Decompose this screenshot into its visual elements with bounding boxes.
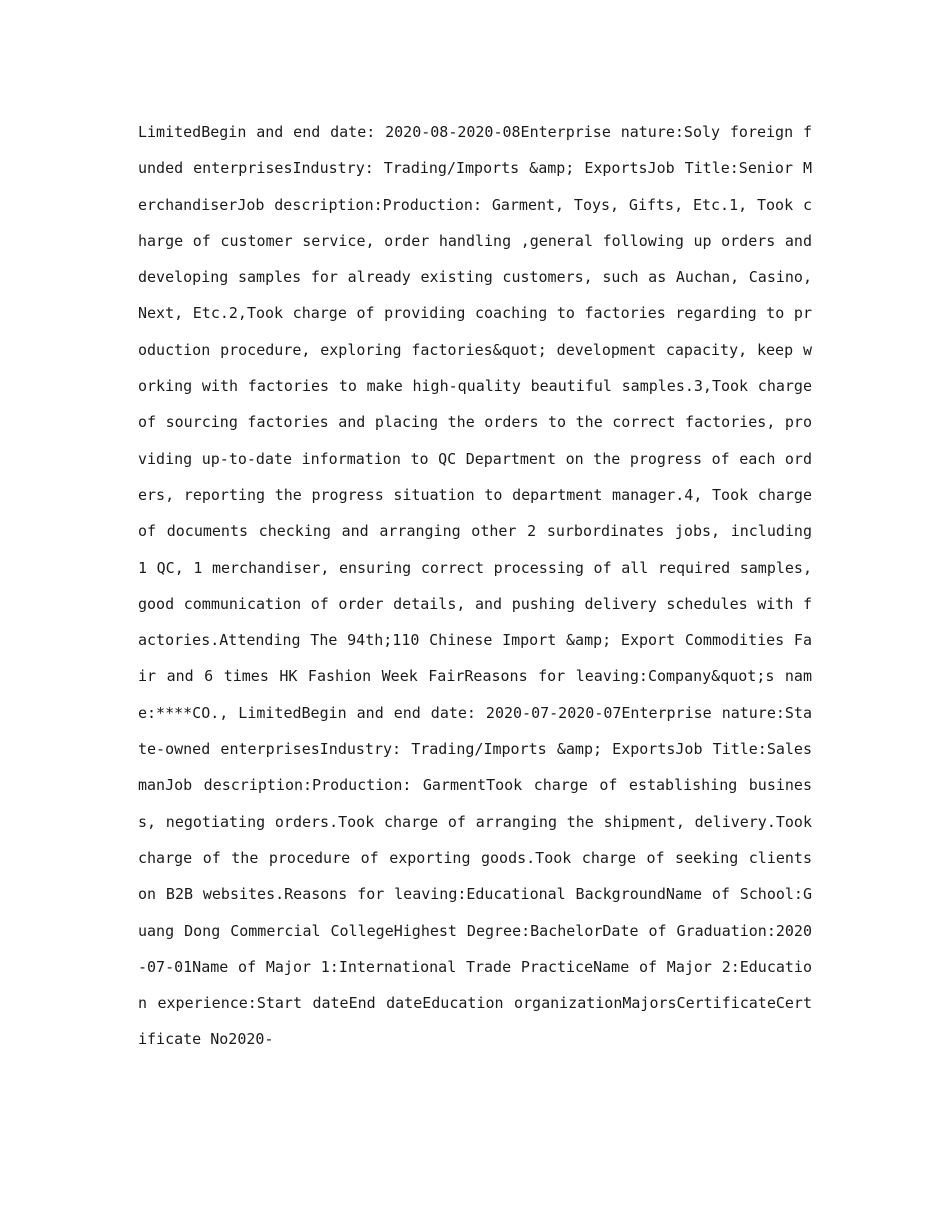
body-paragraph: LimitedBegin and end date: 2020-08-2020-08Enterprise nature:Soly foreign funded enterprisesIndustry: Trading/Imports &amp; ExportsJob Title:Senior MerchandiserJob description:Production: Garment, Toys, Gifts, Etc.1, Took charge of customer service, order handling ,general following up orders and developing samples for already existing customers, such as Auchan, Casino, Next, Etc.2,Took charge of providing coaching to factories regarding to production procedure, exploring factories&quot; development capacity, keep working with factories to make high-quality beautiful samples.3,Took charge of sourcing factories and placing the orders to the correct factories, providing up-to-date information to QC Department on the progress of each orders, reporting the progress situation to department manager.4, Took charge of documents checking and arranging other 2 surbordinates jobs, including 1 QC, 1 merchandiser, ensuring correct processing of all required samples, good communication of order details, and pushing delivery schedules with factories.Attending The 94th;110 Chinese Import &amp; Export Commodities Fair and 6 times HK Fashion Week FairReasons for leaving:Company&quot;s name:****CO., LimitedBegin and end date: 2020-07-2020-07Enterprise nature:State-owned enterprisesIndustry: Trading/Imports &amp; ExportsJob Title:SalesmanJob description:Production: GarmentTook charge of establishing business, negotiating orders.Took charge of arranging the shipment, delivery.Took charge of the procedure of exporting goods.Took charge of seeking clients on B2B websites.Reasons for leaving:Educational BackgroundName of School:Guang Dong Commercial CollegeHighest Degree:BachelorDate of Graduation:2020-07-01Name of Major 1:International Trade PracticeName of Major 2:Education experience:Start dateEnd dateEducation organizationMajorsCertificateCertificate No2020- (138, 123, 812, 1049)
